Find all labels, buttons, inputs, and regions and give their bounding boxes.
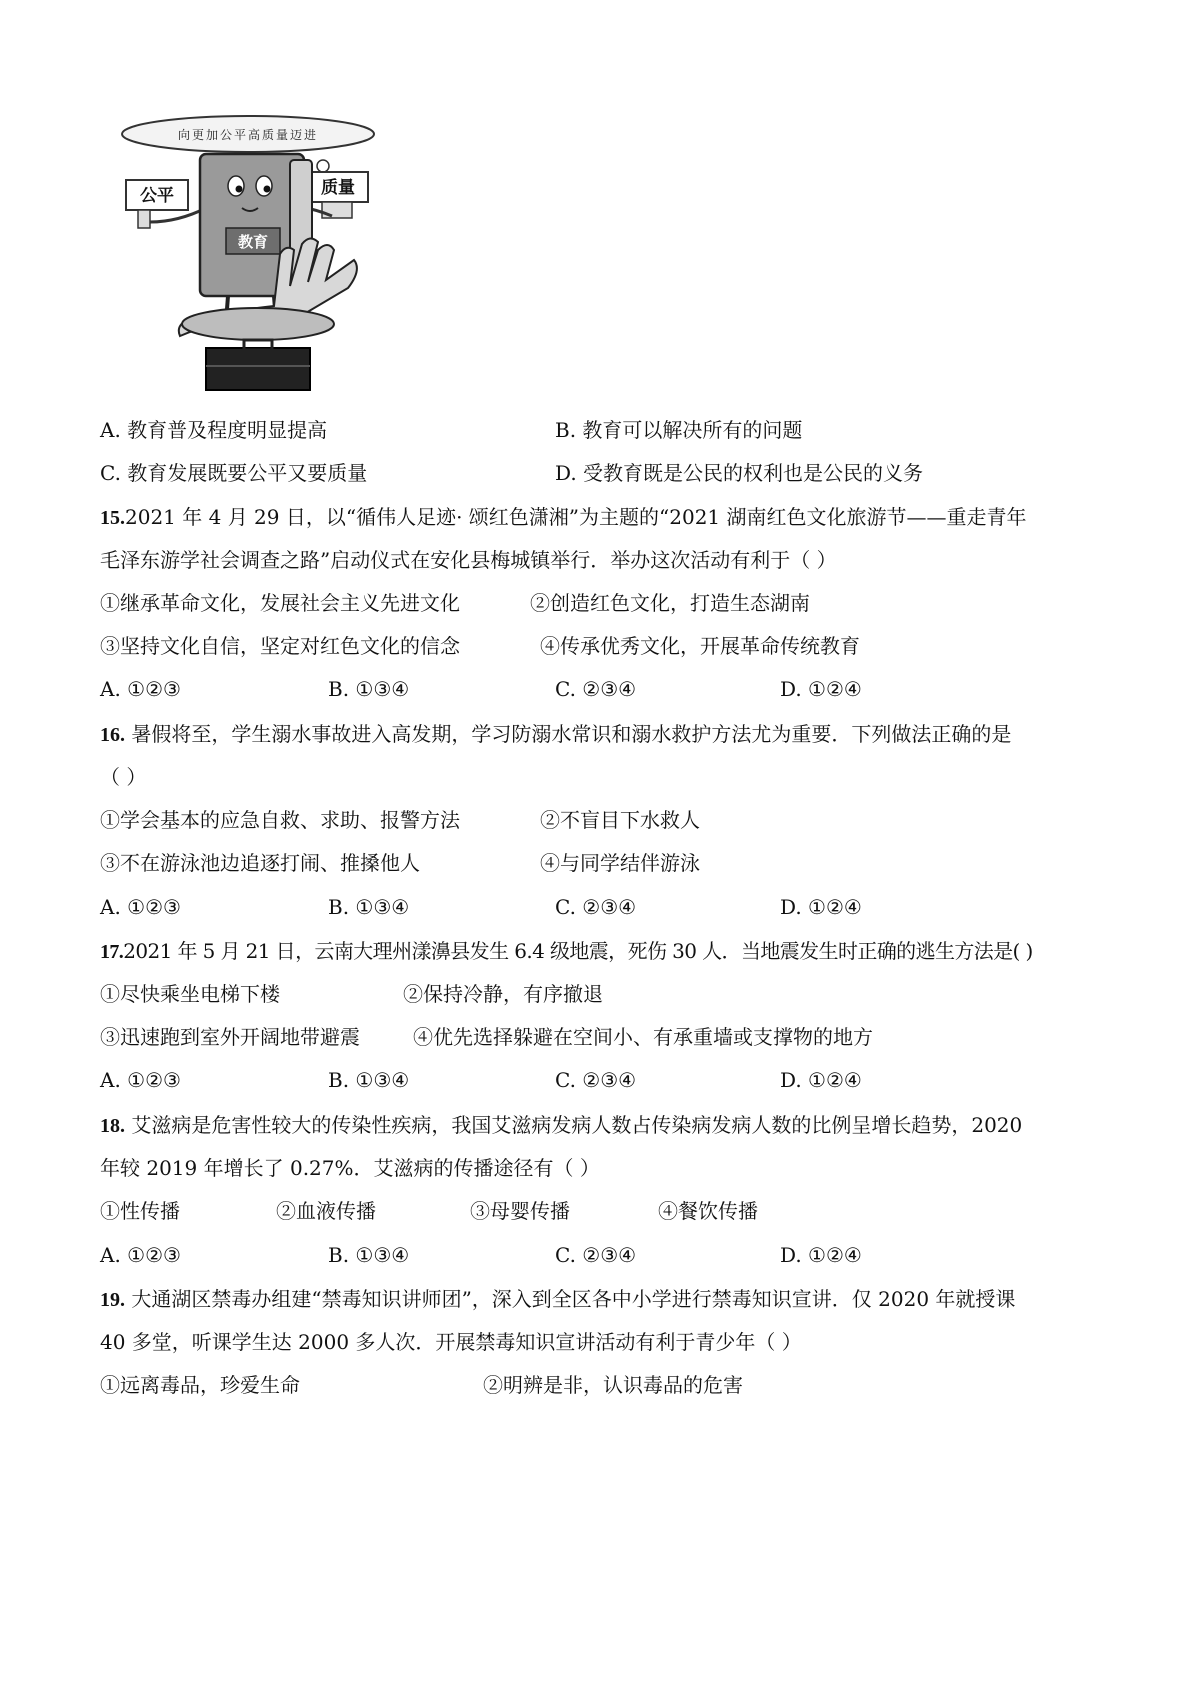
q17-item-4: ④优先选择躲避在空间小、有承重墙或支撑物的地方 <box>413 1025 873 1049</box>
q16-option-d: D. ①②④ <box>780 895 862 919</box>
q14-option-b: B. 教育可以解决所有的问题 <box>555 418 803 442</box>
q16-stem-line1: 16. 暑假将至，学生溺水事故进入高发期，学习防溺水常识和溺水救护方法尤为重要．下列做法正确的是 <box>100 722 1012 746</box>
q16-number: 16. <box>100 724 125 746</box>
q17-option-d: D. ①②④ <box>780 1068 862 1092</box>
q15-option-a: A. ①②③ <box>100 677 181 701</box>
q14-option-a: A. 教育普及程度明显提高 <box>100 418 328 442</box>
q17-number: 17. <box>100 941 124 963</box>
q15-stem-line2: 毛泽东游学社会调查之路”启动仪式在安化县梅城镇举行．举办这次活动有利于（ ） <box>100 548 837 572</box>
q18-option-c: C. ②③④ <box>555 1243 637 1267</box>
q15-item-4: ④传承优秀文化，开展革命传统教育 <box>540 634 860 658</box>
q17-item-1: ①尽快乘坐电梯下楼 <box>100 982 280 1006</box>
q19-item-1: ①远离毒品，珍爱生命 <box>100 1373 300 1397</box>
q17-stem-line1: 17.2021 年 5 月 21 日，云南大理州漾濞县发生 6.4 级地震，死伤 30 人．当地震发生时正确的逃生方法是( ) <box>100 939 1033 963</box>
q18-stem-line2: 年较 2019 年增长了 0.27%．艾滋病的传播途径有（ ） <box>100 1156 600 1180</box>
q16-stem-line2: （ ） <box>100 765 147 789</box>
q15-option-c: C. ②③④ <box>555 677 637 701</box>
q18-option-b: B. ①③④ <box>328 1243 410 1267</box>
q16-item-2: ②不盲目下水救人 <box>540 808 700 832</box>
cartoon-banner-text: 向更加公平高质量迈进 <box>177 128 319 142</box>
q15-item-3: ③坚持文化自信，坚定对红色文化的信念 <box>100 634 460 658</box>
q19-stem-line2: 40 多堂，听课学生达 2000 多人次．开展禁毒知识宣讲活动有利于青少年（ ） <box>100 1330 802 1354</box>
q18-number: 18. <box>100 1115 125 1137</box>
q18-item-4: ④餐饮传播 <box>658 1199 758 1223</box>
education-cartoon-image <box>118 110 410 410</box>
q15-item-2: ②创造红色文化，打造生态湖南 <box>530 591 810 615</box>
q15-number: 15. <box>100 507 125 529</box>
q16-option-b: B. ①③④ <box>328 895 410 919</box>
q18-stem-line1: 18. 艾滋病是危害性较大的传染性疾病，我国艾滋病发病人数占传染病发病人数的比例呈增长趋势，2020 <box>100 1113 1023 1137</box>
q18-item-2: ②血液传播 <box>276 1199 376 1223</box>
q17-option-c: C. ②③④ <box>555 1068 637 1092</box>
cartoon-book-label: 教育 <box>237 233 269 251</box>
q17-item-2: ②保持冷静，有序撤退 <box>403 982 603 1006</box>
q16-option-a: A. ①②③ <box>100 895 181 919</box>
q19-item-2: ②明辨是非，认识毒品的危害 <box>483 1373 743 1397</box>
q18-option-a: A. ①②③ <box>100 1243 181 1267</box>
q16-option-c: C. ②③④ <box>555 895 637 919</box>
q19-stem-line1: 19. 大通湖区禁毒办组建“禁毒知识讲师团”，深入到全区各中小学进行禁毒知识宣讲．仅 2020 年就授课 <box>100 1287 1016 1311</box>
q15-stem-line1: 15.2021 年 4 月 29 日，以“循伟人足迹· 颂红色潇湘”为主题的“2021 湖南红色文化旅游节——重走青年 <box>100 505 1027 529</box>
q18-item-1: ①性传播 <box>100 1199 180 1223</box>
cartoon-left-sign: 公平 <box>140 186 174 206</box>
cartoon-right-sign: 质量 <box>321 178 355 198</box>
q19-number: 19. <box>100 1289 125 1311</box>
q17-option-b: B. ①③④ <box>328 1068 410 1092</box>
q16-item-3: ③不在游泳池边追逐打闹、推搡他人 <box>100 851 420 875</box>
q16-item-4: ④与同学结伴游泳 <box>540 851 700 875</box>
q14-option-c: C. 教育发展既要公平又要质量 <box>100 461 368 485</box>
q16-item-1: ①学会基本的应急自救、求助、报警方法 <box>100 808 460 832</box>
q18-item-3: ③母婴传播 <box>470 1199 570 1223</box>
q15-item-1: ①继承革命文化，发展社会主义先进文化 <box>100 591 460 615</box>
q17-option-a: A. ①②③ <box>100 1068 181 1092</box>
q15-option-b: B. ①③④ <box>328 677 410 701</box>
q14-option-d: D. 受教育既是公民的权利也是公民的义务 <box>555 461 924 485</box>
q17-item-3: ③迅速跑到室外开阔地带避震 <box>100 1025 360 1049</box>
q18-option-d: D. ①②④ <box>780 1243 862 1267</box>
q15-option-d: D. ①②④ <box>780 677 862 701</box>
